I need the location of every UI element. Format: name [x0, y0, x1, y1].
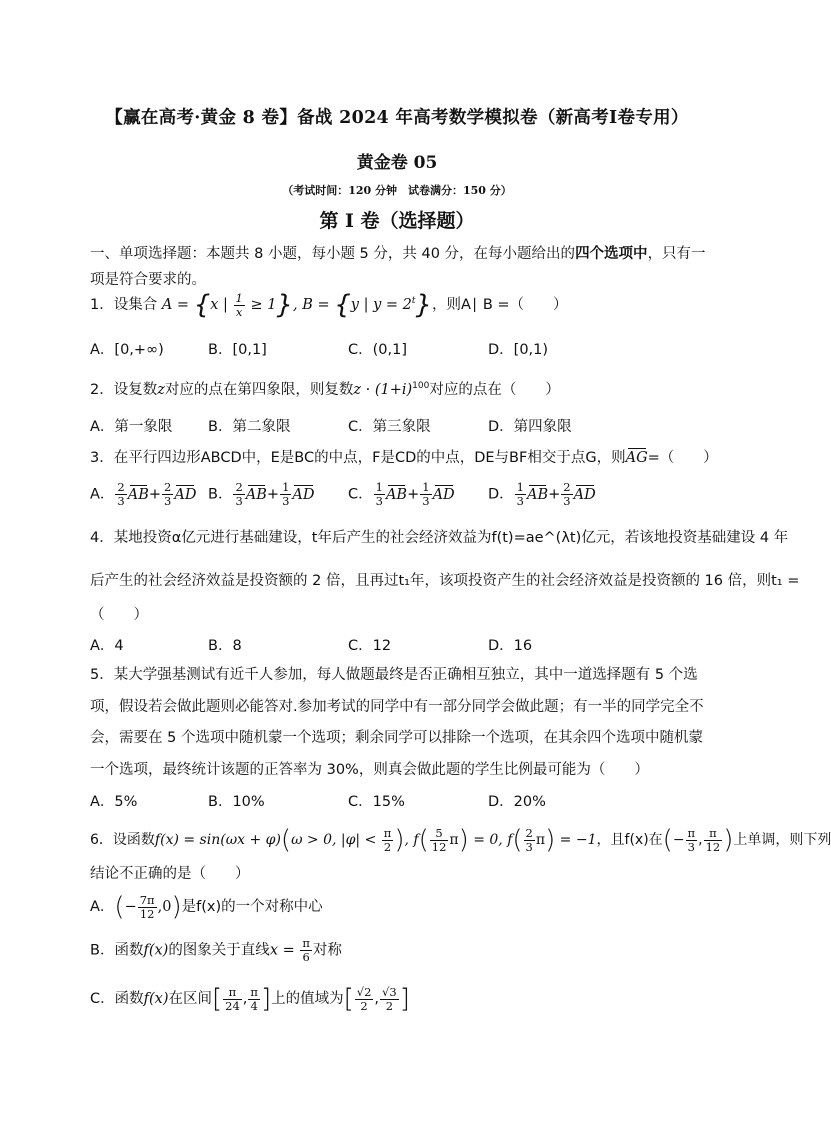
q1-tail: ，则A∣ B =（ ） — [432, 297, 568, 313]
q6-prefix: 6．设函数 — [90, 832, 155, 848]
q3-option-d[interactable]: D． $\frac{1}{3}$ AB+ $\frac{2}{3}$ AD — [488, 480, 596, 508]
q6-tail: 上单调，则下列 — [733, 832, 831, 848]
q1-option-c[interactable]: C．(0,1] — [348, 342, 407, 358]
q2-option-d[interactable]: D．第四象限 — [488, 419, 572, 435]
q1-number: 1．设集合 — [90, 297, 158, 313]
q6-option-a[interactable]: A．(− $\frac{7\pi}{12}$ ,0)是f(x)的一个对称中心 — [90, 892, 323, 922]
question-6-line-2: 结论不正确的是（ ） — [90, 866, 250, 882]
q2-text-c: 对应的点在第四象限，则复数 — [164, 382, 354, 398]
question-4-line-2: 后产生的社会经济效益是投资额的 2 倍，且再过t₁年，该项投资产生的社会经济效益是投资额的 16 倍，则t₁ = — [90, 573, 800, 589]
q1-set-expression: A = {x | $\frac{1}{x}$ ≥ 1}, B = {y | $y = 2^t$} — [161, 290, 433, 320]
part-title: 第 I 卷（选择题） — [319, 210, 475, 232]
q4-option-b[interactable]: B．8 — [208, 638, 242, 654]
instructions-bold: 四个选项中 — [575, 246, 648, 262]
q4-option-a[interactable]: A．4 — [90, 638, 124, 654]
question-4-line-1: 4．某地投资α亿元进行基础建设，t年后产生的社会经济效益为f(t)=ae^(λt)亿元，若该地投资基础建设 4 年 — [90, 530, 789, 546]
q1-option-a[interactable]: A．[0,+∞) — [90, 342, 164, 358]
exam-title: 【赢在高考·黄金 8 卷】备战 2024 年高考数学模拟卷（新高考Ⅰ卷专用） — [105, 108, 689, 128]
q3-option-b[interactable]: B． $\frac{2}{3}$ AB+ $\frac{1}{3}$ AD — [208, 480, 315, 508]
q3-option-c[interactable]: C． $\frac{1}{3}$ AB+ $\frac{1}{3}$ AD — [348, 480, 455, 508]
q4-option-c[interactable]: C．12 — [348, 638, 392, 654]
q6-function: f(x) = sin(ωx + φ) — [154, 832, 281, 848]
q3-target-vector: AG — [625, 450, 648, 466]
q6-option-c[interactable]: C．函数f(x)在区间[ $\frac{\pi}{24}$ , $\frac{\pi}{4}$ ]上的值域为[ $\frac{√2}{2}$ , $\frac{√3}{2}$ ] — [90, 984, 410, 1014]
instructions-lead: 一、单项选择题：本题共 8 小题，每小题 5 分，共 40 分，在每小题给出的 — [90, 246, 576, 262]
q5-option-d[interactable]: D．20% — [488, 794, 546, 810]
exam-subtitle: 黄金卷 05 — [356, 153, 438, 173]
q2-expression: z · (1+i) — [353, 382, 413, 398]
q2-text-a: 2．设复数 — [90, 382, 158, 398]
question-6: 6．设函数f(x) = sin(ωx + φ)(ω > 0, |φ| < $\frac{\pi}{2}$ ), f( $\frac{5}{12}$ π) = 0, f( $\frac{2}{3}$ π) = −1，且f(x)在(− $\frac{\pi}{3}$ , $\frac{\pi}{12}$ )上单调，则下列 — [90, 825, 831, 855]
q6-option-a-tail: 是f(x)的一个对称中心 — [181, 899, 323, 915]
q6-option-b[interactable]: B．函数f(x)的图象关于直线x = $\frac{\pi}{6}$ 对称 — [90, 936, 342, 964]
q2-exponent: 100 — [412, 381, 430, 392]
q3-option-a[interactable]: A． $\frac{2}{3}$ AB+ $\frac{2}{3}$ AD — [90, 480, 197, 508]
question-3 — [90, 446, 720, 467]
instructions-tail: ，只有一项是符合要求的。 — [90, 246, 706, 288]
q2-z: z — [157, 382, 165, 398]
question-5: 5．某大学强基测试有近千人参加，每人做题最终是否正确相互独立，其中一道选择题有 5 个选项，假设若会做此题则必能答对.参加考试的同学中有一部分同学会做此题；有一半的同学完全不会，需要在 5 个选项中随机蒙一个选项；剩余同学可以排除一个选项，在其余四个选项中随机蒙一个选项，最终统计该题的正答率为 30%，则真会做此题的学生比例最可能为（ ） — [90, 667, 704, 778]
q2-tail: 对应的点在（ ） — [429, 382, 560, 398]
question-2 — [90, 378, 720, 399]
q3-tail: =（ ） — [647, 450, 718, 466]
q5-option-b[interactable]: B．10% — [208, 794, 265, 810]
q3-text: 3．在平行四边形ABCD中，E是BC的中点，F是CD的中点，DE与BF相交于点G，则 — [90, 450, 626, 466]
question-1 — [90, 290, 720, 320]
section-instructions — [90, 241, 708, 293]
q1-option-d[interactable]: D．[0,1) — [488, 342, 549, 358]
q4-option-d[interactable]: D．16 — [488, 638, 533, 654]
q5-option-c[interactable]: C．15% — [348, 794, 405, 810]
q2-option-c[interactable]: C．第三象限 — [348, 419, 431, 435]
q6-mid: ，且f(x)在 — [596, 832, 663, 848]
question-4-line-3: （ ） — [90, 607, 148, 623]
q2-option-a[interactable]: A．第一象限 — [90, 419, 173, 435]
q1-option-b[interactable]: B．[0,1] — [208, 342, 267, 358]
exam-info: （考试时间：120 分钟 试卷满分：150 分） — [282, 184, 512, 197]
q5-option-a[interactable]: A．5% — [90, 794, 138, 810]
q2-option-b[interactable]: B．第二象限 — [208, 419, 291, 435]
